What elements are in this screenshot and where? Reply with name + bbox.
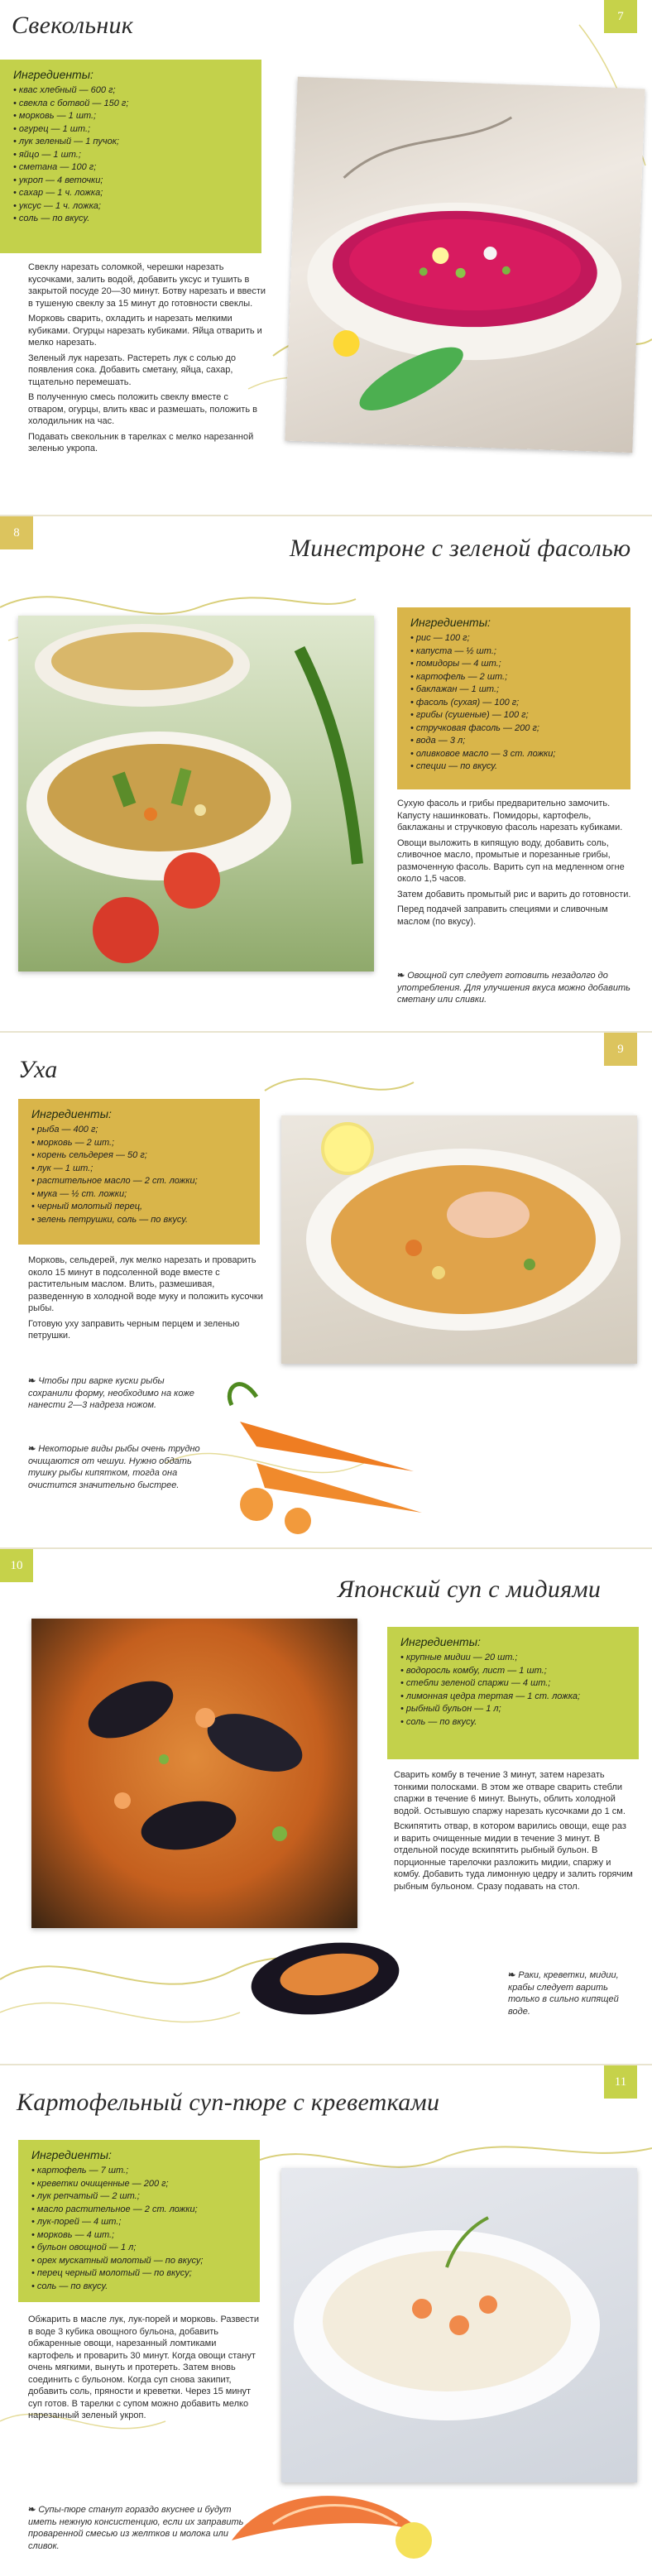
recipe-title: Минестроне с зеленой фасолью [290, 535, 631, 562]
ingredients-heading: Ингредиенты: [400, 1635, 481, 1648]
page-potato-soup [0, 2065, 652, 2576]
recipe-paragraph: Овощи выложить в кипящую воду, добавить соль, сливочное масло, промытые и порезанные грибы, размоченную фасоль. Варить суп на медленном огне около 1,5 часов. [397, 837, 625, 884]
cooking-tip [28, 1443, 217, 1491]
fish-soup-illustration [281, 1115, 637, 1364]
tip-marker-icon: ❧ [28, 1444, 36, 1454]
recipe-paragraph: Свеклу нарезать соломкой, черешки нарезать кусочками, залить водой, добавить уксус и тушить в закрытой посуде 20—30 минут. Ботву нарезать и ввести в тушеную свеклу за 15 минут до готовности свеклы. [28, 262, 266, 309]
ingredient-item: • перец черный молотый — по вкусу; [31, 2267, 248, 2281]
ingredient-item: • соль — по вкусу. [31, 2281, 248, 2294]
ingredients-heading: Ингредиенты: [31, 2148, 112, 2161]
ingredient-item: • сметана — 100 г; [13, 161, 250, 175]
minestrone-photo [18, 616, 374, 971]
recipe-text [28, 1254, 265, 1346]
ingredient-item: • свекла с ботвой — 150 г; [13, 98, 250, 111]
recipe-text [28, 261, 266, 458]
ingredients-list [410, 632, 619, 774]
ingredient-item: • уксус — 1 ч. ложка; [13, 200, 250, 213]
ingredient-item: • рис — 100 г; [410, 632, 619, 645]
page-minestrone [0, 516, 652, 1031]
ingredient-item: • лук репчатый — 2 шт.; [31, 2190, 248, 2204]
ingredient-item: • зелень петрушки, соль — по вкусу. [31, 1214, 248, 1227]
ingredient-item: • черный молотый перец, [31, 1201, 248, 1214]
recipe-paragraph: Вскипятить отвар, в котором варились овощи, еще раз и варить очищенные мидии в течение 3 минут. В отдельной посуде вскипятить рыбный бульон. В порционные тарелочки разложить мидии, спаржу и комбу. Добавить туда лимонную цедру и залить горячим рыбным бульоном. Сразу подавать на стол. [394, 1821, 633, 1892]
borscht-photo [285, 77, 645, 453]
shrimp-illustration [223, 2474, 439, 2574]
ingredients-list [13, 84, 250, 226]
ingredient-item: • рыбный бульон — 1 л; [400, 1703, 627, 1716]
ingredients-heading: Ингредиенты: [13, 68, 93, 81]
ingredients-box [18, 1099, 260, 1245]
tip-marker-icon: ❧ [28, 2505, 36, 2515]
ingredients-list [31, 2165, 248, 2293]
recipe-paragraph: Морковь, сельдерей, лук мелко нарезать и проварить около 15 минут в подсоленной воде вместе с растительным маслом. Влить, размешивая, разведенную в холодной воде муку и положить кусочки рыбы. [28, 1255, 263, 1313]
vegetable-soup-illustration [18, 616, 374, 971]
recipe-paragraph: Подавать свекольник в тарелках с мелко нарезанной зеленью укропа. [28, 431, 254, 453]
ingredient-item: • укроп — 4 веточки; [13, 175, 250, 188]
recipe-paragraph: Зеленый лук нарезать. Растереть лук с солью до появления сока. Добавить сметану, яйца, сахар, тщательно перемешать. [28, 353, 237, 387]
ingredient-item: • огурец — 1 шт.; [13, 123, 250, 137]
ingredients-box [397, 607, 630, 789]
ingredients-box [0, 60, 261, 253]
mussel-shell-illustration [247, 1933, 404, 2024]
recipe-title: Японский суп с мидиями [338, 1576, 602, 1603]
ingredient-item: • корень сельдерея — 50 г; [31, 1149, 248, 1163]
tip-text: Некоторые виды рыбы очень трудно очищаются от чешуи. Нужно обдать тушку рыбы кипятком, тогда она очистится значительно быстрее. [28, 1444, 200, 1490]
recipe-paragraph: Морковь сварить, охладить и нарезать мелкими кубиками. Огурцы нарезать кубиками. Яйца отварить и мелко нарезать. [28, 314, 262, 348]
ingredient-item: • оливковое масло — 3 ст. ложки; [410, 748, 619, 761]
page-number: 9 [604, 1033, 637, 1066]
recipe-paragraph: Готовую уху заправить черным перцем и зеленью петрушки. [28, 1318, 240, 1341]
ingredient-item: • орех мускатный молотый — по вкусу; [31, 2255, 248, 2268]
potato-soup-photo [281, 2168, 637, 2482]
ingredient-item: • картофель — 2 шт.; [410, 671, 619, 684]
recipe-paragraph: Сухую фасоль и грибы предварительно замочить. Капусту нашинковать. Помидоры, картофель, баклажаны и стручковую фасоль нарезать кубиками. [397, 799, 623, 832]
ingredients-list [31, 1124, 248, 1226]
recipe-paragraph: Перед подачей заправить специями и сливочным маслом (по вкусу). [397, 904, 608, 927]
ingredient-item: • соль — по вкусу. [400, 1716, 627, 1729]
ingredient-item: • рыба — 400 г; [31, 1124, 248, 1137]
ingredient-item: • масло растительное — 2 ст. ложки; [31, 2204, 248, 2217]
page-japanese-soup [0, 1549, 652, 2064]
ingredient-item: • морковь — 2 шт.; [31, 1137, 248, 1150]
ingredient-item: • сахар — 1 ч. ложка; [13, 187, 250, 200]
tip-marker-icon: ❧ [397, 971, 405, 981]
recipe-paragraph: В полученную смесь положить свеклу вместе с отваром, огурцы, влить квас и размешать, положить в холодильник на час. [28, 392, 257, 426]
recipe-text [397, 798, 637, 931]
ingredient-item: • лимонная цедра тертая — 1 ст. ложка; [400, 1691, 627, 1704]
mussel-soup-illustration [31, 1619, 357, 1928]
ingredient-item: • креветки очищенные — 200 г; [31, 2178, 248, 2191]
cooking-tip [397, 970, 637, 1006]
tip-marker-icon: ❧ [28, 1376, 36, 1386]
ingredient-item: • помидоры — 4 шт.; [410, 658, 619, 671]
ingredient-item: • крупные мидии — 20 шт.; [400, 1652, 627, 1665]
ingredient-item: • картофель — 7 шт.; [31, 2165, 248, 2178]
ingredient-item: • специи — по вкусу. [410, 760, 619, 774]
recipe-text [394, 1769, 634, 1896]
ingredient-item: • вода — 3 л; [410, 735, 619, 748]
ingredient-item: • грибы (сушеные) — 100 г; [410, 709, 619, 722]
ingredient-item: • лук-порей — 4 шт.; [31, 2216, 248, 2229]
ingredient-item: • лук зеленый — 1 пучок; [13, 136, 250, 149]
recipe-title: Картофельный суп-пюре с креветками [17, 2089, 440, 2116]
page-number: 8 [0, 516, 33, 549]
cooking-tip [508, 1969, 640, 2017]
ingredient-item: • морковь — 4 шт.; [31, 2229, 248, 2243]
cream-soup-illustration [281, 2168, 637, 2482]
ukha-photo [281, 1115, 637, 1364]
ingredients-box [387, 1627, 639, 1759]
ingredient-item: • стручковая фасоль — 200 г; [410, 722, 619, 736]
ingredient-item: • морковь — 1 шт.; [13, 110, 250, 123]
tip-text: Чтобы при варке куски рыбы сохранили форму, необходимо на коже нанести 2—3 надреза ножом. [28, 1376, 194, 1410]
ingredient-item: • мука — ½ ст. ложки; [31, 1188, 248, 1202]
ingredient-item: • водоросль комбу, лист — 1 шт.; [400, 1665, 627, 1678]
page-number: 7 [604, 0, 637, 33]
recipe-paragraph: Затем добавить промытый рис и варить до готовности. [397, 889, 631, 899]
page-ukha [0, 1033, 652, 1547]
tip-text: Раки, креветки, мидии, крабы следует варить только в сильно кипящей воде. [508, 1970, 619, 2017]
page-number: 10 [0, 1549, 33, 1582]
ingredients-list [400, 1652, 627, 1729]
tip-text: Супы-пюре станут гораздо вкуснее и будут иметь нежную консистенцию, если их заправить проваренной смесью из желтков и молока или сливок. [28, 2505, 244, 2551]
ingredient-item: • стебли зеленой спаржи — 4 шт.; [400, 1677, 627, 1691]
ingredients-heading: Ингредиенты: [31, 1107, 112, 1120]
ingredient-item: • яйцо — 1 шт.; [13, 149, 250, 162]
page-svekolnik [0, 0, 652, 515]
ingredients-heading: Ингредиенты: [410, 616, 491, 629]
ingredient-item: • капуста — ½ шт.; [410, 645, 619, 659]
carrots-illustration [223, 1372, 439, 1537]
page-number: 11 [604, 2065, 637, 2099]
cooking-tip [28, 2504, 245, 2552]
recipe-paragraph: Сварить комбу в течение 3 минут, затем нарезать тонкими полосками. В этом же отваре сварить стебли спаржи в течение 6 минут. Вынуть, облить холодной водой. Остывшую спаржу нарезать кусочками до 1 см. [394, 1770, 626, 1816]
ingredients-box [18, 2140, 260, 2302]
recipe-title: Свекольник [12, 12, 134, 39]
ingredient-item: • квас хлебный — 600 г; [13, 84, 250, 98]
cold-beet-soup-illustration [285, 77, 645, 453]
ingredient-item: • соль — по вкусу. [13, 213, 250, 226]
ingredient-item: • лук — 1 шт.; [31, 1163, 248, 1176]
recipe-text [28, 2314, 263, 2425]
ingredient-item: • растительное масло — 2 ст. ложки; [31, 1175, 248, 1188]
tip-marker-icon: ❧ [508, 1970, 516, 1980]
recipe-paragraph: Обжарить в масле лук, лук-порей и морковь. Развести в воде 3 кубика овощного бульона, добавить обжаренные овощи, нарезанный ломтиками картофель и проварить 30 минут. Когда овощи станут очень мягкими, вынуть и протереть. Затем вновь соединить с бульоном. Когда суп снова закипит, добавить соль, пряности и креветки. Через 15 минут суп готов. В тарелки с супом можно добавить мелко нарезанный зеленый укроп. [28, 2315, 259, 2420]
recipe-title: Уха [18, 1056, 58, 1083]
tip-text: Овощной суп следует готовить незадолго до употребления. Для улучшения вкуса можно добавить сметану или сливки. [397, 971, 630, 1005]
ingredient-item: • баклажан — 1 шт.; [410, 684, 619, 697]
ingredient-item: • бульон овощной — 1 л; [31, 2242, 248, 2255]
mussel-soup-photo [31, 1619, 357, 1928]
cooking-tip [28, 1375, 205, 1412]
ingredient-item: • фасоль (сухая) — 100 г; [410, 697, 619, 710]
